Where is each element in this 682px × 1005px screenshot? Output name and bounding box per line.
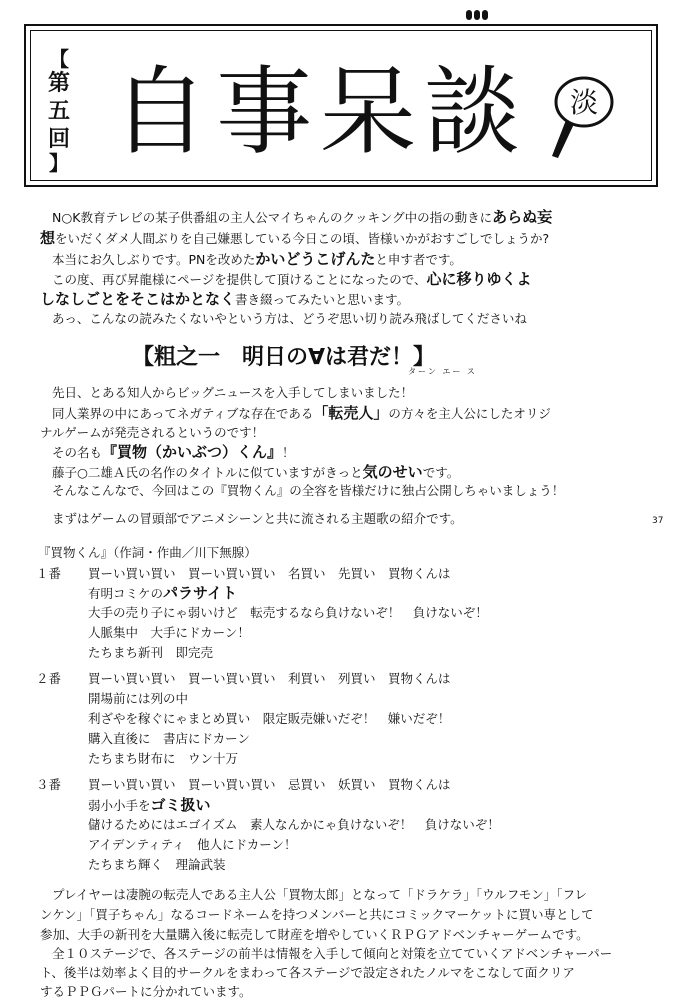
lyric-line: 利ざやを稼ぐにゃまとめ買い 限定販売嫌いだぞ！ 嫌いだぞ！ xyxy=(88,711,451,726)
page-number: 37 xyxy=(652,516,664,526)
outro-line: 参加、大手の新刊を大量購入後に転売して財産を増やしていくＲＰＧアドベンチャーゲームです。 xyxy=(40,927,589,942)
news-line: 先日、とある知人からビッグニュースを入手してしまいました！ xyxy=(52,385,414,400)
outro-line: 全１０ステージで、各ステージの前半は情報を入手して傾向と対策を立てていくアドベンチャーパー xyxy=(52,946,613,961)
lyric-line: たちまち新刊 即完売 xyxy=(88,645,214,660)
outro-line: するＰＰＧパートに分かれています。 xyxy=(40,984,252,999)
lyric-line: 買ーい買い買い 買ーい買い買い 利買い 列買い 買物くんは xyxy=(88,671,451,686)
lyric-line: 開場前には列の中 xyxy=(88,691,189,706)
issue-char: 回 xyxy=(47,126,70,152)
news-line: その名も『買物（かいぶつ）くん』！ xyxy=(52,443,295,461)
lyric-line: たちまち輝く 理論武装 xyxy=(88,857,226,872)
lyric-line: 買ーい買い買い 買ーい買い買い 名買い 先買い 買物くんは xyxy=(88,566,451,581)
outro-line: ンケン」「買子ちゃん」なるコードネームを持つメンバーと共にコミックマーケットに買い専として xyxy=(40,907,594,922)
page-title: 自事呆談 xyxy=(112,56,528,168)
lyric-line: 買ーい買い買い 買ーい買い買い 忌買い 妖買い 買物くんは xyxy=(88,777,451,792)
top-mark xyxy=(466,8,488,22)
lyric-line: アイデンティティ 他人にドカーン！ xyxy=(88,837,297,852)
lyric-line: 有明コミケのパラサイト xyxy=(88,584,237,602)
issue-label: 【 第 五 回 】 xyxy=(47,47,70,175)
section-heading: 【粗之一 明日の∀は君だ！】 xyxy=(132,345,436,370)
issue-char: 第 xyxy=(47,70,70,96)
verse-label: ２番 xyxy=(36,671,62,686)
intro-line: しなしごとをそこはかとなく書き綴ってみたいと思います。 xyxy=(40,290,410,308)
outro-line: ト、後半は効率よく目的サークルをまわって各ステージで設定されたノルマをこなして面クリア xyxy=(40,965,575,980)
issue-char: 五 xyxy=(47,98,70,124)
lyric-line: たちまち財布に ウン十万 xyxy=(88,751,239,766)
lyric-line: 大手の売り子にゃ弱いけど 転売するなら負けないぞ！ 負けないぞ！ xyxy=(88,605,488,620)
verse-label: １番 xyxy=(36,566,62,581)
intro-line: N○K教育テレビの某子供番組の主人公マイちゃんのクッキング中の指の動きにあらぬ妄 xyxy=(52,208,553,226)
news-line: 同人業界の中にあってネガティブな存在である「転売人」の方々を主人公にしたオリジ xyxy=(52,404,551,422)
news-line: ナルゲームが発売されるというのです！ xyxy=(40,425,265,440)
lyric-line: 儲けるためにはエゴイズム 素人なんかにゃ負けないぞ！ 負けないぞ！ xyxy=(88,817,500,832)
lyric-line: 弱小小手をゴミ扱い xyxy=(88,796,211,814)
fan-glyph: 淡 xyxy=(569,86,599,119)
outro-line: プレイヤーは凄腕の転売人である主人公「買物太郎」となって「ドラケラ」「ウルフモン」「フレ xyxy=(52,887,588,902)
lyric-line: 購入直後に 書店にドカーン xyxy=(88,731,250,746)
heading-ruby: ターン エー ス xyxy=(408,367,477,376)
verse-label: ３番 xyxy=(36,777,62,792)
intro-line: この度、再び昇龍様にページを提供して頂けることになったので、心に移りゆくよ xyxy=(52,270,532,288)
song-title: 『買物くん』（作詞・作曲／川下無腺） xyxy=(38,545,257,560)
intro-line: 本当にお久しぶりです。PNを改めたかいどうこげんたと申す者です。 xyxy=(52,250,462,268)
news-line: まずはゲームの冒頭部でアニメシーンと共に流される主題歌の紹介です。 xyxy=(52,511,463,526)
news-line: 藤子○二雄Ａ氏の名作のタイトルに似ていますがきっと気のせいです。 xyxy=(52,463,460,481)
lyric-line: 人脈集中 大手にドカーン！ xyxy=(88,625,250,640)
fan-icon xyxy=(548,72,618,162)
intro-line: 想をいだくダメ人間ぶりを自己嫌悪している今日この頃、皆様いかがおすごしでしょうか? xyxy=(40,229,550,247)
intro-line: あっ、こんなの読みたくないやという方は、どうぞ思い切り読み飛ばしてくださいね xyxy=(52,311,527,326)
news-line: そんなこんなで、今回はこの『買物くん』の全容を皆様だけに独占公開しちゃいましょう！ xyxy=(52,483,565,498)
